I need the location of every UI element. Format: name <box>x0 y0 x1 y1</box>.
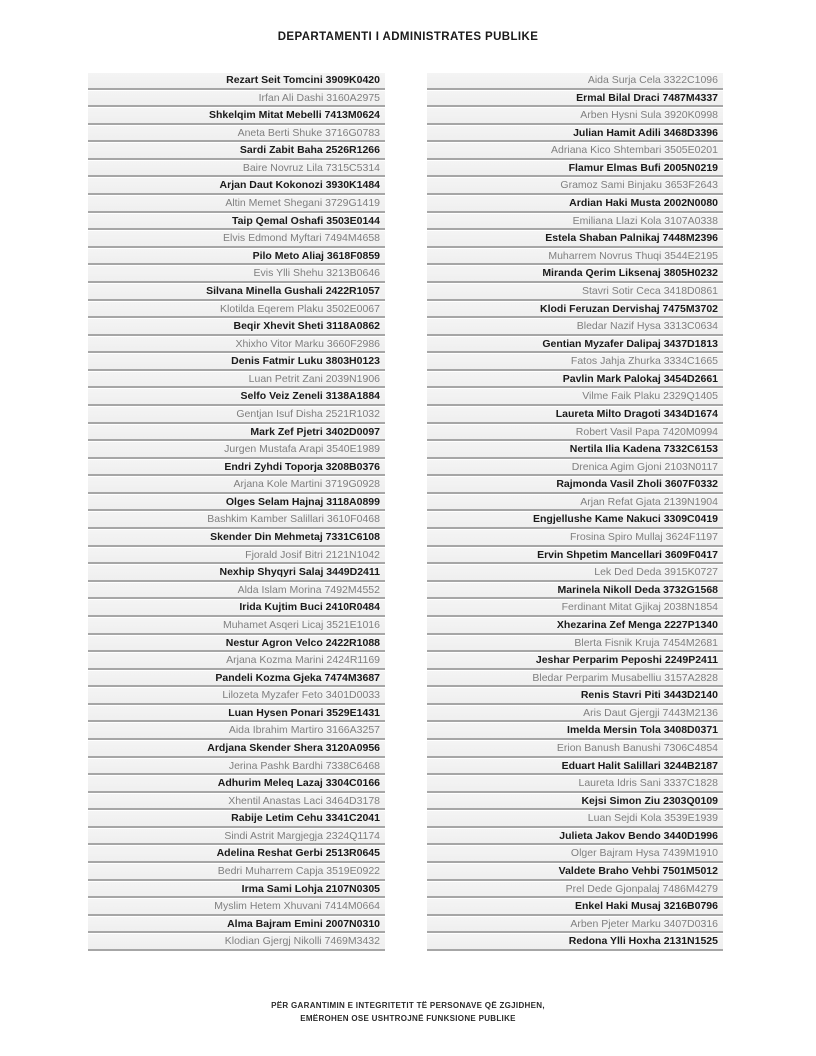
list-item: Imelda Mersin Tola 3408D0371 <box>427 723 723 740</box>
list-item: Bledar Perparim Musabelliu 3157A2828 <box>427 671 723 688</box>
list-item: Denis Fatmir Luku 3803H0123 <box>88 354 385 371</box>
list-item: Xhentil Anastas Laci 3464D3178 <box>88 794 385 811</box>
list-item: Evis Ylli Shehu 3213B0646 <box>88 266 385 283</box>
list-item: Kejsi Simon Ziu 2303Q0109 <box>427 794 723 811</box>
list-item: Bedri Muharrem Capja 3519E0922 <box>88 864 385 881</box>
list-item: Nertila Ilia Kadena 7332C6153 <box>427 442 723 459</box>
list-item: Pilo Meto Aliaj 3618F0859 <box>88 249 385 266</box>
list-item: Jerina Pashk Bardhi 7338C6468 <box>88 759 385 776</box>
list-item: Miranda Qerim Liksenaj 3805H0232 <box>427 266 723 283</box>
list-item: Pandeli Kozma Gjeka 7474M3687 <box>88 671 385 688</box>
list-item: Renis Stavri Piti 3443D2140 <box>427 688 723 705</box>
list-item: Arjan Refat Gjata 2139N1904 <box>427 495 723 512</box>
list-item: Estela Shaban Palnikaj 7448M2396 <box>427 231 723 248</box>
list-item: Laureta Idris Sani 3337C1828 <box>427 776 723 793</box>
list-item: Beqir Xhevit Sheti 3118A0862 <box>88 319 385 336</box>
list-item: Ferdinant Mitat Gjikaj 2038N1854 <box>427 600 723 617</box>
footer-line-2: EMËROHEN OSE USHTROJNË FUNKSIONE PUBLIKE <box>300 1014 516 1023</box>
list-item: Gramoz Sami Binjaku 3653F2643 <box>427 178 723 195</box>
footer-note <box>0 999 816 1025</box>
list-item: Xhezarina Zef Menga 2227P1340 <box>427 618 723 635</box>
list-item: Irida Kujtim Buci 2410R0484 <box>88 600 385 617</box>
list-item: Sardi Zabit Baha 2526R1266 <box>88 143 385 160</box>
list-item: Klotilda Eqerem Plaku 3502E0067 <box>88 302 385 319</box>
list-item: Emiliana Llazi Kola 3107A0338 <box>427 214 723 231</box>
list-item: Fjorald Josif Bitri 2121N1042 <box>88 548 385 565</box>
list-item: Fatos Jahja Zhurka 3334C1665 <box>427 354 723 371</box>
list-item: Arjana Kole Martini 3719G0928 <box>88 477 385 494</box>
list-item: Myslim Hetem Xhuvani 7414M0664 <box>88 899 385 916</box>
list-item: Baire Novruz Lila 7315C5314 <box>88 161 385 178</box>
list-item: Klodi Feruzan Dervishaj 7475M3702 <box>427 302 723 319</box>
list-item: Muhamet Asqeri Licaj 3521E1016 <box>88 618 385 635</box>
list-item: Skender Din Mehmetaj 7331C6108 <box>88 530 385 547</box>
list-item: Altin Memet Shegani 3729G1419 <box>88 196 385 213</box>
list-item: Bledar Nazif Hysa 3313C0634 <box>427 319 723 336</box>
list-item: Arben Hysni Sula 3920K0998 <box>427 108 723 125</box>
list-item: Drenica Agim Gjoni 2103N0117 <box>427 460 723 477</box>
list-item: Gentian Myzafer Dalipaj 3437D1813 <box>427 337 723 354</box>
list-item: Adhurim Meleq Lazaj 3304C0166 <box>88 776 385 793</box>
list-item: Irfan Ali Dashi 3160A2975 <box>88 91 385 108</box>
list-item: Alma Bajram Emini 2007N0310 <box>88 917 385 934</box>
footer-line-1: PËR GARANTIMIN E INTEGRITETIT TË PERSONAVE QË ZGJIDHEN, <box>271 1001 545 1010</box>
list-item: Enkel Haki Musaj 3216B0796 <box>427 899 723 916</box>
page-title: DEPARTAMENTI I ADMINISTRATES PUBLIKE <box>277 31 539 43</box>
list-item: Eduart Halit Salillari 3244B2187 <box>427 759 723 776</box>
list-item: Arjana Kozma Marini 2424R1169 <box>88 653 385 670</box>
list-item: Aris Daut Gjergji 7443M2136 <box>427 706 723 723</box>
list-item: Rezart Seit Tomcini 3909K0420 <box>88 73 385 90</box>
list-item: Marinela Nikoll Deda 3732G1568 <box>427 583 723 600</box>
list-item: Blerta Fisnik Kruja 7454M2681 <box>427 636 723 653</box>
list-item: Jeshar Perparim Peposhi 2249P2411 <box>427 653 723 670</box>
name-list-right <box>427 73 723 952</box>
list-item: Ermal Bilal Draci 7487M4337 <box>427 91 723 108</box>
list-item: Silvana Minella Gushali 2422R1057 <box>88 284 385 301</box>
list-item: Adriana Kico Shtembari 3505E0201 <box>427 143 723 160</box>
list-item: Olger Bajram Hysa 7439M1910 <box>427 846 723 863</box>
list-item: Aida Surja Cela 3322C1096 <box>427 73 723 90</box>
list-item: Vilme Faik Plaku 2329Q1405 <box>427 389 723 406</box>
list-item: Ardian Haki Musta 2002N0080 <box>427 196 723 213</box>
list-item: Lilozeta Myzafer Feto 3401D0033 <box>88 688 385 705</box>
list-item: Aida Ibrahim Martiro 3166A3257 <box>88 723 385 740</box>
list-item: Alda Islam Morina 7492M4552 <box>88 583 385 600</box>
list-item: Prel Dede Gjonpalaj 7486M4279 <box>427 882 723 899</box>
list-item: Ervin Shpetim Mancellari 3609F0417 <box>427 548 723 565</box>
list-item: Taip Qemal Oshafi 3503E0144 <box>88 214 385 231</box>
list-item: Rabije Letim Cehu 3341C2041 <box>88 811 385 828</box>
list-item: Julieta Jakov Bendo 3440D1996 <box>427 829 723 846</box>
list-item: Luan Hysen Ponari 3529E1431 <box>88 706 385 723</box>
list-item: Flamur Elmas Bufi 2005N0219 <box>427 161 723 178</box>
name-list-left <box>88 73 385 952</box>
list-item: Gentjan Isuf Disha 2521R1032 <box>88 407 385 424</box>
list-item: Adelina Reshat Gerbi 2513R0645 <box>88 846 385 863</box>
list-item: Mark Zef Pjetri 3402D0097 <box>88 425 385 442</box>
list-item: Valdete Braho Vehbi 7501M5012 <box>427 864 723 881</box>
list-item: Frosina Spiro Mullaj 3624F1197 <box>427 530 723 547</box>
list-item: Julian Hamit Adili 3468D3396 <box>427 126 723 143</box>
list-item: Robert Vasil Papa 7420M0994 <box>427 425 723 442</box>
list-item: Stavri Sotir Ceca 3418D0861 <box>427 284 723 301</box>
list-item: Klodian Gjergj Nikolli 7469M3432 <box>88 934 385 951</box>
list-item: Redona Ylli Hoxha 2131N1525 <box>427 934 723 951</box>
list-item: Aneta Berti Shuke 3716G0783 <box>88 126 385 143</box>
list-item: Erion Banush Banushi 7306C4854 <box>427 741 723 758</box>
list-item: Ardjana Skender Shera 3120A0956 <box>88 741 385 758</box>
list-item: Shkelqim Mitat Mebelli 7413M0624 <box>88 108 385 125</box>
list-item: Luan Sejdi Kola 3539E1939 <box>427 811 723 828</box>
list-item: Jurgen Mustafa Arapi 3540E1989 <box>88 442 385 459</box>
list-item: Elvis Edmond Myftari 7494M4658 <box>88 231 385 248</box>
list-item: Nestur Agron Velco 2422R1088 <box>88 636 385 653</box>
list-item: Endri Zyhdi Toporja 3208B0376 <box>88 460 385 477</box>
list-item: Bashkim Kamber Salillari 3610F0468 <box>88 512 385 529</box>
list-item: Nexhip Shyqyri Salaj 3449D2411 <box>88 565 385 582</box>
list-item: Engjellushe Kame Nakuci 3309C0419 <box>427 512 723 529</box>
list-item: Sindi Astrit Margjegja 2324Q1174 <box>88 829 385 846</box>
list-item: Olges Selam Hajnaj 3118A0899 <box>88 495 385 512</box>
list-item: Rajmonda Vasil Zholi 3607F0332 <box>427 477 723 494</box>
list-item: Muharrem Novrus Thuqi 3544E2195 <box>427 249 723 266</box>
list-item: Luan Petrit Zani 2039N1906 <box>88 372 385 389</box>
list-item: Arjan Daut Kokonozi 3930K1484 <box>88 178 385 195</box>
list-item: Lek Ded Deda 3915K0727 <box>427 565 723 582</box>
list-item: Arben Pjeter Marku 3407D0316 <box>427 917 723 934</box>
list-item: Laureta Milto Dragoti 3434D1674 <box>427 407 723 424</box>
list-item: Xhixho Vitor Marku 3660F2986 <box>88 337 385 354</box>
list-item: Irma Sami Lohja 2107N0305 <box>88 882 385 899</box>
list-item: Pavlin Mark Palokaj 3454D2661 <box>427 372 723 389</box>
list-item: Selfo Veiz Zeneli 3138A1884 <box>88 389 385 406</box>
